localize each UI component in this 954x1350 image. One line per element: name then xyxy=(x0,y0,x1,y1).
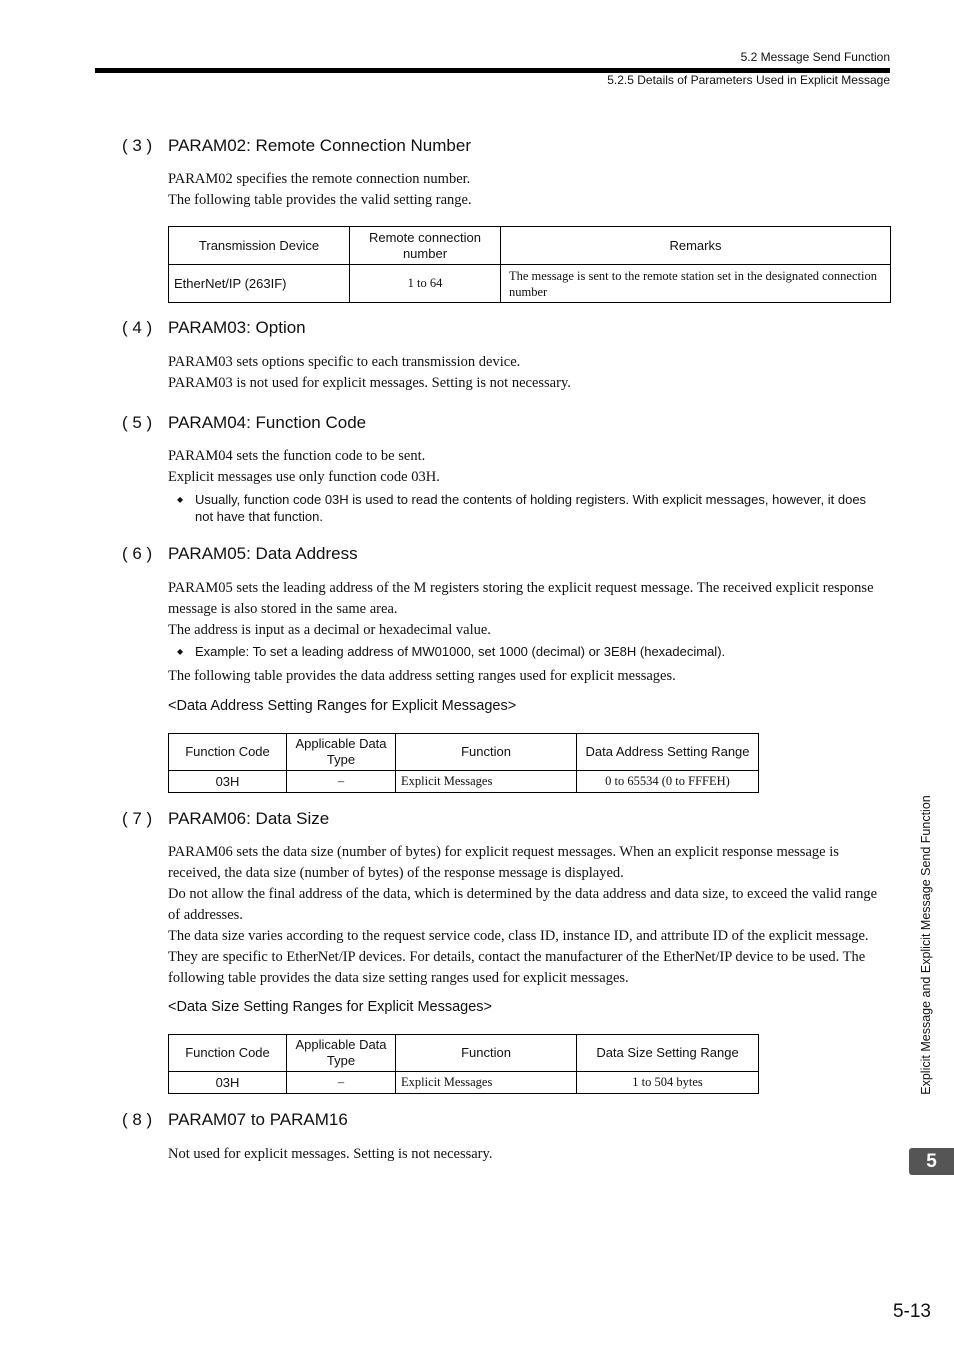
table-row xyxy=(169,771,759,793)
section-5-body xyxy=(168,446,880,488)
chapter-side-title: Explicit Message and Explicit Message Send Function xyxy=(919,795,933,1095)
table-cell: 1 to 64 xyxy=(350,265,501,303)
table-cell: 1 to 504 bytes xyxy=(577,1072,759,1094)
table-row xyxy=(169,1072,759,1094)
section-number: ( 7 ) xyxy=(122,809,153,828)
table-cell: Explicit Messages xyxy=(396,771,577,793)
table-cell: EtherNet/IP (263IF) xyxy=(169,265,350,303)
bullet-text: Example: To set a leading address of MW01000, set 1000 (decimal) or 3E8H (hexadecimal). xyxy=(195,644,726,659)
column-header: Remarks xyxy=(501,227,891,265)
bullet-text: Usually, function code 03H is used to read the contents of holding registers. With explicit messages, however, it does not have that function. xyxy=(195,492,867,524)
table-caption: <Data Size Setting Ranges for Explicit Messages> xyxy=(168,999,492,1015)
section-4-heading xyxy=(122,318,306,338)
column-header: Function xyxy=(396,734,577,771)
paragraph: Do not allow the final address of the data, which is determined by the data address and data size, to exceed the valid range of addresses. xyxy=(168,886,878,923)
paragraph: PARAM02 specifies the remote connection number. xyxy=(168,171,471,187)
section-3-heading xyxy=(122,136,471,156)
paragraph: PARAM06 sets the data size (number of bytes) for explicit request messages. When an explicit response message is received, the data size (number of bytes) of the response message is displayed. xyxy=(168,844,839,881)
paragraph: PARAM04 sets the function code to be sent. xyxy=(168,448,426,464)
paragraph: PARAM03 sets options specific to each transmission device. xyxy=(168,354,521,370)
data-size-table xyxy=(168,1034,759,1094)
header-section: 5.2 Message Send Function xyxy=(740,50,890,64)
bullet-icon: ◆ xyxy=(177,495,184,504)
section-8-body xyxy=(168,1144,880,1165)
section-7-body xyxy=(168,842,880,989)
table-caption: <Data Address Setting Ranges for Explicit Messages> xyxy=(168,698,517,714)
paragraph: The address is input as a decimal or hexadecimal value. xyxy=(168,622,491,638)
header-subsection: 5.2.5 Details of Parameters Used in Explicit Message xyxy=(607,73,890,87)
paragraph: PARAM05 sets the leading address of the M registers storing the explicit request message. The received explicit response message is also stored in the same area. xyxy=(168,580,874,617)
column-header: Applicable Data Type xyxy=(287,734,396,771)
table-cell: 03H xyxy=(169,1072,287,1094)
table-header-row xyxy=(169,227,891,265)
paragraph: Explicit messages use only function code 03H. xyxy=(168,469,440,485)
column-header: Function Code xyxy=(169,734,287,771)
table-row xyxy=(169,265,891,303)
section-5-heading xyxy=(122,413,366,433)
section-number: ( 3 ) xyxy=(122,136,153,155)
section-title: PARAM03: Option xyxy=(168,318,306,337)
table-header-row xyxy=(169,1035,759,1072)
data-address-table xyxy=(168,733,759,793)
column-header: Function Code xyxy=(169,1035,287,1072)
paragraph: The following table provides the data address setting ranges used for explicit messages. xyxy=(168,668,676,684)
table-header-row xyxy=(169,734,759,771)
paragraph: Not used for explicit messages. Setting is not necessary. xyxy=(168,1146,493,1162)
page-number: 5-13 xyxy=(892,1301,931,1322)
table-cell: – xyxy=(287,1072,396,1094)
section-8-heading xyxy=(122,1110,348,1130)
section-7-heading xyxy=(122,809,329,829)
bullet-icon: ◆ xyxy=(177,647,184,656)
section-4-body xyxy=(168,352,880,394)
section-6-body xyxy=(168,578,880,641)
section-title: PARAM06: Data Size xyxy=(168,809,330,828)
column-header: Applicable Data Type xyxy=(287,1035,396,1072)
table-cell: Explicit Messages xyxy=(396,1072,577,1094)
section-title: PARAM04: Function Code xyxy=(168,413,367,432)
column-header: Function xyxy=(396,1035,577,1072)
section-title: PARAM07 to PARAM16 xyxy=(168,1110,348,1129)
column-header: Data Size Setting Range xyxy=(577,1035,759,1072)
section-number: ( 5 ) xyxy=(122,413,153,432)
section-number: ( 8 ) xyxy=(122,1110,153,1129)
table-cell: 0 to 65534 (0 to FFFEH) xyxy=(577,771,759,793)
section-title: PARAM02: Remote Connection Number xyxy=(168,136,471,155)
section-title: PARAM05: Data Address xyxy=(168,544,358,563)
section-3-body xyxy=(168,169,880,211)
section-number: ( 6 ) xyxy=(122,544,153,563)
column-header: Remote connection number xyxy=(350,227,501,265)
table-cell: The message is sent to the remote station set in the designated connection number xyxy=(501,265,891,303)
section-number: ( 4 ) xyxy=(122,318,153,337)
paragraph: The data size varies according to the request service code, class ID, instance ID, and attribute ID of the explicit message. They are specific to EtherNet/IP devices. For details, contact the manufacturer of the EtherNet/IP device to be used. The following table provides the data size setting ranges used for explicit messages. xyxy=(168,928,869,986)
section-6-heading xyxy=(122,544,358,564)
chapter-tab: 5 xyxy=(909,1148,954,1175)
table-cell: – xyxy=(287,771,396,793)
paragraph: The following table provides the valid setting range. xyxy=(168,192,472,208)
paragraph: PARAM03 is not used for explicit messages. Setting is not necessary. xyxy=(168,375,571,391)
column-header: Data Address Setting Range xyxy=(577,734,759,771)
table-cell: 03H xyxy=(169,771,287,793)
column-header: Transmission Device xyxy=(169,227,350,265)
section-6-after xyxy=(168,666,880,687)
remote-connection-table xyxy=(168,226,891,303)
